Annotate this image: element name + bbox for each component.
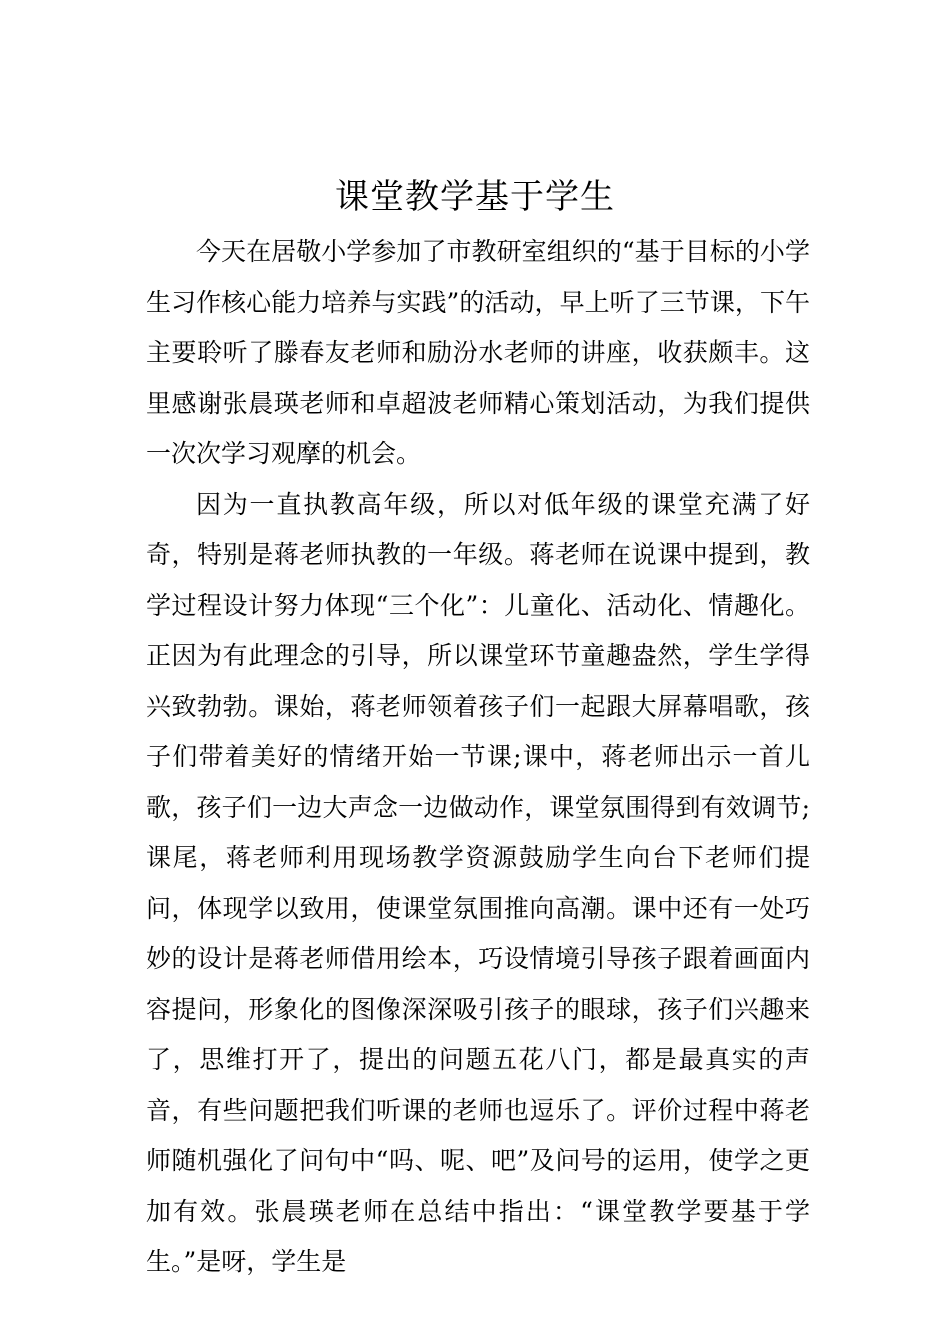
page-title: 课堂教学基于学生 [335, 177, 615, 217]
document-body [146, 227, 810, 1288]
paragraph-2: 因为一直执教高年级，所以对低年级的课堂充满了好奇，特别是蒋老师执教的一年级。蒋老师在说课中提到，教学过程设计努力体现“三个化”：儿童化、活动化、情趣化。正因为有此理念的引导，所以课堂环节童趣盎然，学生学得兴致勃勃。课始，蒋老师领着孩子们一起跟大屏幕唱歌，孩子们带着美好的情绪开始一节课;课中，蒋老师出示一首儿歌，孩子们一边大声念一边做动作，课堂氛围得到有效调节;课尾，蒋老师利用现场教学资源鼓励学生向台下老师们提问，体现学以致用，使课堂氛围推向高潮。课中还有一处巧妙的设计是蒋老师借用绘本，巧设情境引导孩子跟着画面内容提问，形象化的图像深深吸引孩子的眼球，孩子们兴趣来了，思维打开了，提出的问题五花八门，都是最真实的声音，有些问题把我们听课的老师也逗乐了。评价过程中蒋老师随机强化了问句中“吗、呢、吧”及问号的运用，使学之更加有效。张晨瑛老师在总结中指出：“课堂教学要基于学生。”是呀，学生是 [146, 489, 810, 1276]
paragraph-1: 今天在居敬小学参加了市教研室组织的“基于目标的小学生习作核心能力培养与实践”的活动，早上听了三节课，下午主要聆听了滕春友老师和励汾水老师的讲座，收获颇丰。这里感谢张晨瑛老师和卓超波老师精心策划活动，为我们提供一次次学习观摩的机会。 [146, 237, 810, 468]
